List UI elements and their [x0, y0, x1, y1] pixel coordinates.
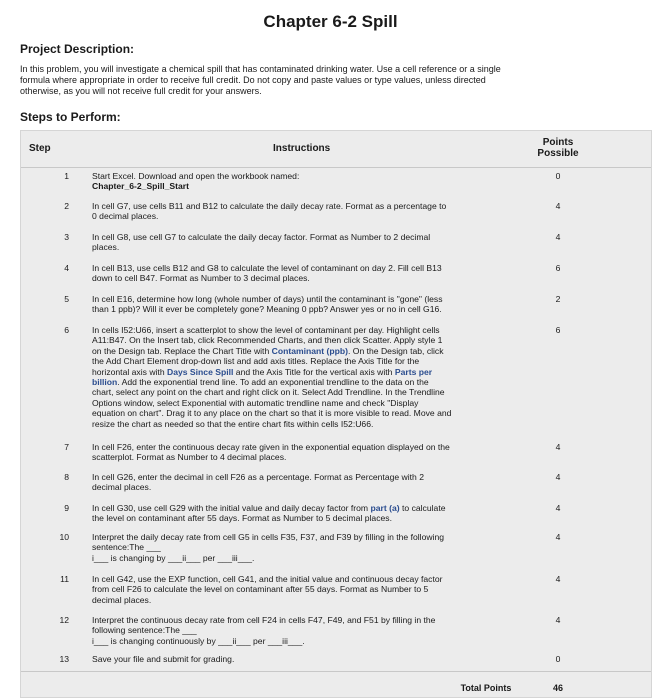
- step-instructions: [92, 171, 512, 192]
- step-instructions: [92, 442, 512, 463]
- instruction-line: In cell F26, enter the continuous decay rate given in the exponential equation displayed on the: [92, 442, 450, 452]
- instruction-line: Chapter_6-2_Spill_Start: [92, 181, 189, 192]
- instruction-line: In cell G42, use the EXP function, cell G41, and the initial value and continuous decay factor: [92, 574, 443, 584]
- step-instructions: [92, 532, 512, 563]
- instruction-line: decimal places.: [92, 594, 152, 605]
- points-possible: 4: [555, 615, 561, 625]
- step-number: 3: [64, 232, 69, 242]
- points-possible: 6: [555, 263, 561, 273]
- col-header-instructions: Instructions: [273, 143, 331, 154]
- description-line: In this problem, you will investigate a chemical spill that has contaminated drinking water. Use a cell reference or a single: [20, 64, 501, 74]
- step-number: 9: [64, 503, 69, 513]
- instruction-line: In cell G26, enter the decimal in cell F26 as a percentage. Format as Percentage with 2: [92, 472, 424, 482]
- total-points-label: Total Points: [460, 683, 512, 693]
- step-number: 8: [64, 472, 69, 482]
- step-number: 6: [64, 325, 69, 335]
- project-description-heading: Project Description:: [20, 42, 135, 56]
- steps-heading: Steps to Perform:: [20, 110, 121, 124]
- step-number: 7: [64, 442, 69, 452]
- col-header-step: Step: [29, 143, 51, 154]
- instruction-line: In cells I52:U66, insert a scatterplot to show the level of contaminant per day. Highlight cells: [92, 325, 440, 335]
- instruction-line: In cell E16, determine how long (whole number of days) until the contaminant is "gone" (less: [92, 294, 443, 304]
- step-instructions: [92, 503, 512, 524]
- instruction-line: Save your file and submit for grading.: [92, 654, 235, 664]
- project-description: [20, 64, 610, 97]
- instruction-line: Interpret the daily decay rate from cell G5 in cells F35, F37, and F39 by filling in the following: [92, 532, 445, 542]
- instruction-line: In cell G30, use cell G29 with the initial value and daily decay factor from part (a) to calculate: [92, 503, 446, 513]
- instruction-line: billion. Add the exponential trend line. To add an exponential trendline to the data on the: [92, 377, 429, 388]
- instruction-line: i___ is changing by ___ii___ per ___iii___.: [92, 552, 255, 563]
- instruction-line: In cell B13, use cells B12 and G8 to calculate the level of contaminant on day 2. Fill cell B13: [92, 263, 442, 273]
- instruction-line: 0 decimal places.: [92, 211, 159, 222]
- instruction-line: decimal places.: [92, 482, 152, 493]
- points-possible: 4: [555, 201, 561, 211]
- points-possible: 4: [555, 442, 561, 452]
- step-instructions: [92, 325, 512, 429]
- step-instructions: [92, 232, 512, 253]
- instruction-line: In cell G7, use cells B11 and B12 to calculate the daily decay rate. Format as a percentage to: [92, 201, 447, 211]
- points-possible: 4: [555, 503, 561, 513]
- instruction-line: chart, select any point on the chart and right click on it. Select Add Trendline. In the Trendline: [92, 387, 445, 398]
- description-line: otherwise, as you will not receive full credit for your answers.: [20, 86, 262, 96]
- instruction-line: i___ is changing continuously by ___ii___ per ___iii___.: [92, 635, 305, 646]
- instruction-line: equation on chart". Drag it to any place on the chart so that it is more visible to read. Move and: [92, 408, 452, 419]
- instruction-line: Start Excel. Download and open the workbook named:: [92, 171, 300, 181]
- step-instructions: [92, 263, 512, 284]
- points-possible: 4: [555, 232, 561, 242]
- step-instructions: [92, 201, 512, 222]
- instruction-line: on the Design tab. Replace the Chart Title with Contaminant (ppb). On the Design tab, click: [92, 345, 444, 356]
- instruction-line: sentence:The ___: [92, 542, 161, 553]
- step-instructions: [92, 472, 512, 493]
- instruction-line: the level on contaminant after 55 days. Format as Number to 5 decimal places.: [92, 513, 392, 524]
- points-possible: 2: [555, 294, 561, 304]
- step-instructions: [92, 615, 512, 646]
- points-possible: 4: [555, 574, 561, 584]
- points-possible: 6: [555, 325, 561, 335]
- instruction-line: following sentence:The ___: [92, 625, 197, 636]
- step-number: 1: [64, 171, 69, 181]
- steps-table: [20, 130, 652, 698]
- instruction-line: resize the chart as needed so that the entire chart fits within cells I52:U66.: [92, 418, 374, 429]
- step-number: 5: [64, 294, 69, 304]
- instruction-line: from cell F26 to calculate the level on contaminant after 55 days. Format as Number to 5: [92, 584, 429, 595]
- step-instructions: [92, 574, 512, 605]
- total-points-value: 46: [552, 683, 563, 693]
- header-divider: [21, 167, 651, 168]
- col-header-points: [526, 137, 590, 159]
- step-number: 10: [59, 532, 69, 542]
- step-number: 4: [64, 263, 69, 273]
- instruction-line: In cell G8, use cell G7 to calculate the daily decay factor. Format as Number to 2 decimal: [92, 232, 431, 242]
- step-number: 13: [59, 654, 69, 664]
- instruction-line: Options window, select Exponential with automatic trendline name and check "Display: [92, 397, 419, 408]
- instruction-line: A11:B47. On the Insert tab, click Recommended Charts, and then click Scatter. Apply style 1: [92, 335, 443, 346]
- col-header-points-line: Possible: [537, 148, 579, 159]
- instruction-line: places.: [92, 242, 120, 253]
- total-divider: [21, 671, 651, 672]
- instruction-line: down to cell B47. Format as Number to 3 decimal places.: [92, 273, 310, 284]
- points-possible: 0: [555, 171, 561, 181]
- instruction-line: horizontal axis with Days Since Spill and the Axis Title for the vertical axis with Parts per: [92, 366, 433, 377]
- step-instructions: [92, 654, 512, 664]
- points-possible: 4: [555, 532, 561, 542]
- step-number: 11: [60, 574, 69, 584]
- description-line: formula where appropriate in order to receive full credit. Do not copy and paste values or type values, unless directed: [20, 75, 486, 85]
- step-number: 12: [59, 615, 69, 625]
- instruction-line: than 1 ppb)? Will it ever be completely gone? Meaning 0 ppb? Answer yes or no in cell G16.: [92, 304, 442, 315]
- instruction-line: Interpret the continuous decay rate from cell F24 in cells F47, F49, and F51 by filling in the: [92, 615, 436, 625]
- points-possible: 0: [555, 654, 561, 664]
- instruction-line: the Add Chart Element drop-down list and add axis titles. Replace the Axis Title for the: [92, 356, 420, 367]
- page-title: Chapter 6-2 Spill: [263, 12, 398, 31]
- step-number: 2: [64, 201, 69, 211]
- instruction-line: scatterplot. Format as Number to 4 decimal places.: [92, 452, 287, 463]
- points-possible: 4: [555, 472, 561, 482]
- col-header-points-line: Points: [542, 137, 574, 148]
- step-instructions: [92, 294, 512, 315]
